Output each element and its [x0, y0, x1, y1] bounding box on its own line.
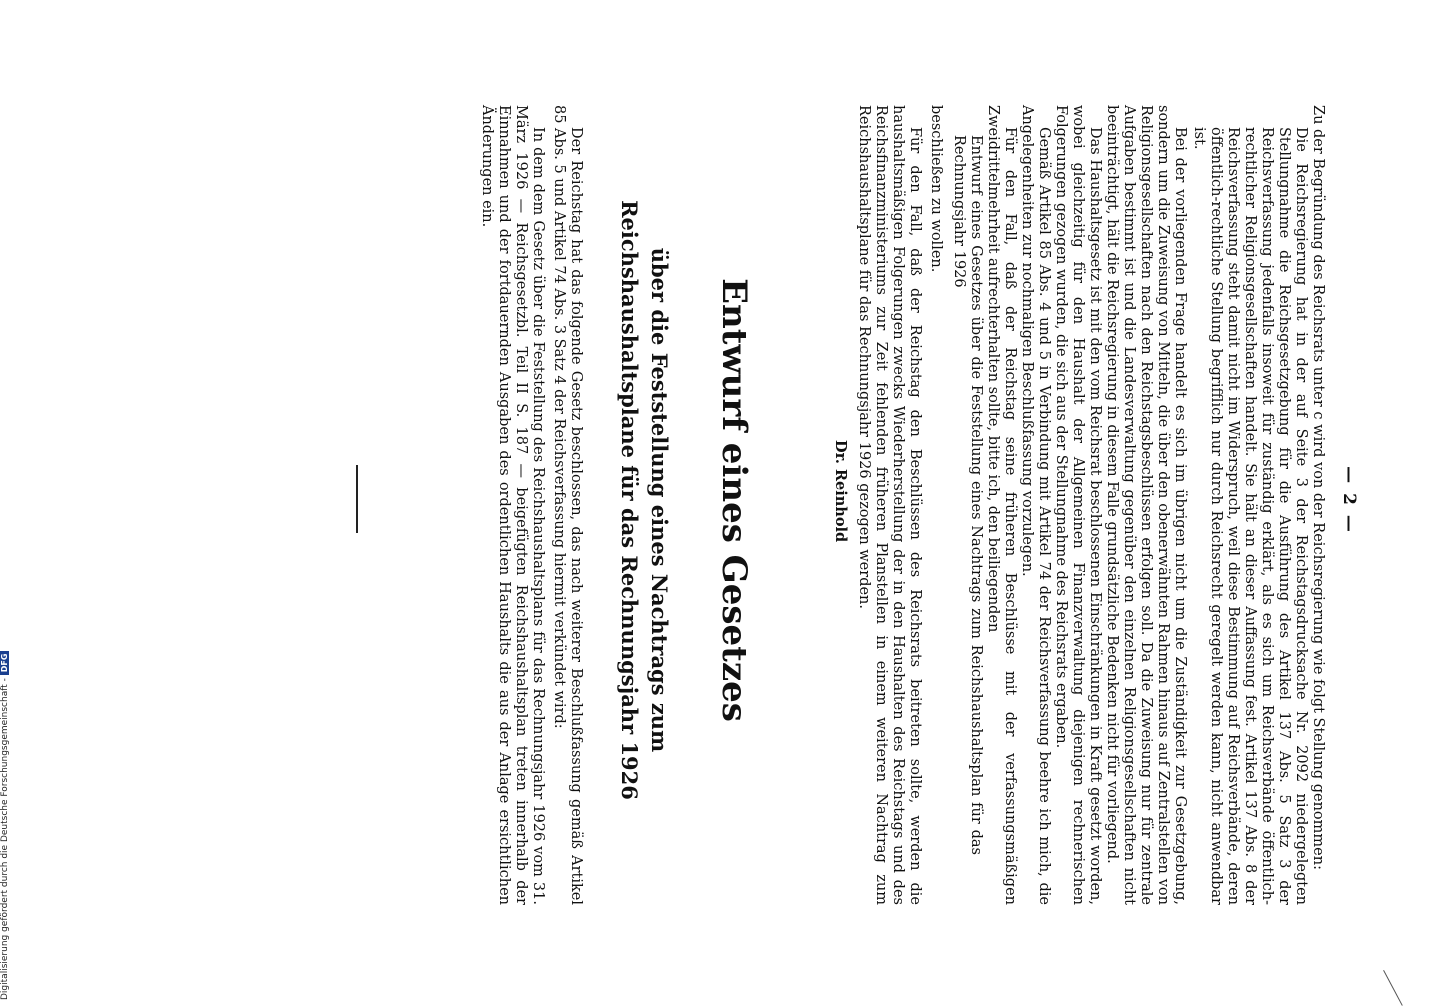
entwurf-reference: Entwurf eines Gesetzes über die Feststellung eines Nachtrags zum Reichshaushaltsplan für das Rechnungsjahr 1926 [951, 135, 984, 855]
law-article: In dem dem Gesetz über die Feststellung des Reichshaushaltsplans für das Rechnungsjahr 1926 vom 31. März 1926 — Reichsgesetzbl. Teil II S. 187 — beigefügten Reichshaushaltsplan treten innerhalb der Einnahmen und der fortdauernden Ausgaben des ordentlichen Haushalts die aus der Anlage ersichtlichen Änderungen ein. [479, 105, 546, 905]
page-number: — 2 — [1339, 466, 1359, 534]
reasoning-section [855, 105, 1326, 905]
credit-text: Digitalisierung gefördert durch die Deutsche Forschungsgemeinschaft - [0, 678, 10, 1000]
dfg-logo: DFG [0, 651, 9, 676]
margin-mark [1383, 970, 1403, 1006]
paragraph-position: Die Reichsregierung hat in der auf Seite 3 der Reichstagsdrucksache Nr. 2092 niedergelegten Stellungnahme die Reichsgesetzgebung für die Ausführung des Artikel 137 Abs. 5 Satz 3 der Reichsverfassung jedenfalls insoweit für zuständig erklärt, als es sich um Reichsverbände öffentlich-rechtlicher Religionsgesellschaften handelt. Sie hält an dieser Auffassung fest. Artikel 137 Abs. 8 der Reichsverfassung steht damit nicht im Widerspruch, weil diese Bestimmung auf Reichsverbände, deren öffentlich-rechtliche Stellung begrifflich nur durch Reichsrecht geregelt werden kann, nicht anwendbar ist. [1191, 127, 1309, 905]
paragraph-budget-law: Das Haushaltsgesetz ist mit den vom Reichsrat beschlossenen Einschränkungen in Kraft gesetzt worden, wobei gleichzeitig für den Haushalt der Allgemeinen Finanzverwaltung diejenigen rechnerischen Folgerungen gezogen wurden, die sich aus der Stellungnahme des Reichsrats ergaben. [1053, 105, 1103, 905]
law-title: Entwurf eines Gesetzes [714, 278, 754, 722]
law-subtitle: über die Feststellung eines Nachtrags zum Reichshaushaltsplane für das Rechnungsjahr 1926 [617, 200, 672, 800]
section-divider [356, 465, 358, 533]
paragraph-intro: Zu der Begründung des Reichsrats unter c wird von der Reichsregierung wie folgt Stellung genommen: [1310, 105, 1326, 870]
signature: Dr. Reinhold [832, 440, 849, 543]
paragraph-question: Bei der vorliegenden Frage handelt es sich im übrigen nicht um die Zuständigkeit zur Gesetzgebung, sondern um die Zuweisung von Mitteln, die über den obenerwähnten Rahmen hinaus auf Zentralstellen von Religionsgesellschaften nach den Reichstagsbeschlüssen erfolgen soll. Da die Zuweisung nur für zentrale Aufgaben bestimmt ist und die Landesverwaltung gegenüber den einzelnen Religionsgesellschaften nicht beeinträchtigt, hält die Reichsregierung in diesem Falle grundsätzliche Bedenken nicht für vorliegend. [1104, 105, 1188, 905]
law-preamble: Der Reichstag hat das folgende Gesetz beschlossen, das nach weiterer Beschlußfassung gemäß Artikel 85 Abs. 5 und Artikel 74 Abs. 3 Satz 4 der Reichsverfassung hiermit verkündet wird: [551, 105, 584, 905]
paragraph-alternative: Für den Fall, daß der Reichstag den Beschlüssen des Reichsrats beitreten sollte, werden die haushaltsmäßigen Folgerungen zwecks Wiederherstellung der in den Haushalten des Reichstags und des Reichsfinanzministeriums zur Zeit fehlenden früheren Planstellen in einem weiteren Nachtrag zum Reichshaushaltsplane für das Rechnungsjahr 1926 gezogen werden. [856, 105, 923, 905]
paragraph-decide: beschließen zu wollen. [928, 105, 944, 273]
paragraph-case: Für den Fall, daß der Reichstag seine früheren Beschlüsse mit der verfassungsmäßigen Zweidrittelmehrheit aufrechterhalten sollte, bitte ich, den beiliegenden [985, 105, 1018, 905]
paragraph-article: Gemäß Artikel 85 Abs. 4 und 5 in Verbindung mit Artikel 74 der Reichsverfassung beehre ich mich, die Angelegenheiten zur nochmaligen Beschlußfassung vorzulegen. [1019, 105, 1052, 905]
law-body [478, 105, 584, 905]
